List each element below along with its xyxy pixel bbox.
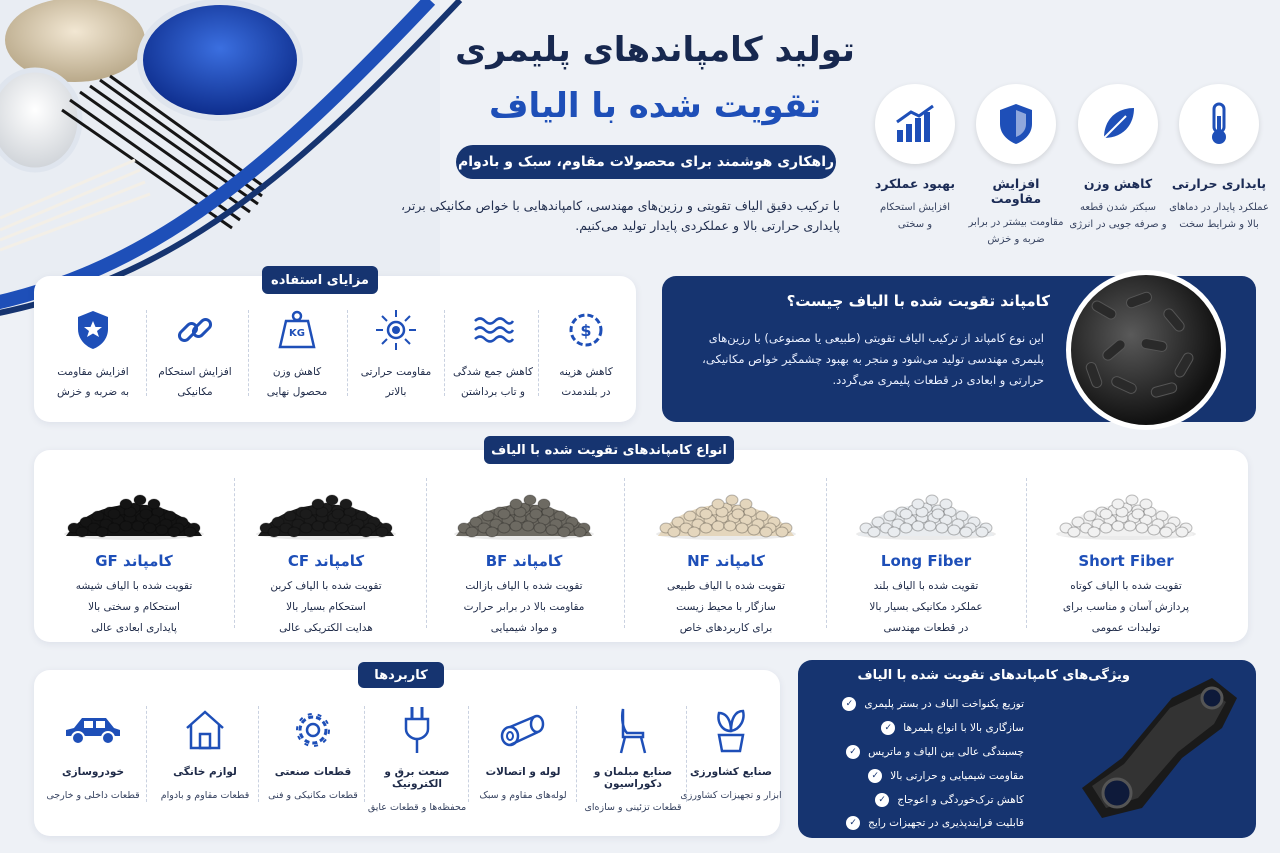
divider bbox=[248, 310, 249, 396]
type-name: کامپاند BF bbox=[485, 552, 563, 570]
pipes-icon bbox=[468, 702, 578, 758]
type-desc bbox=[628, 576, 824, 639]
type-item bbox=[36, 474, 232, 639]
benefit-item bbox=[146, 308, 244, 402]
benefit-line: کاهش هزینه bbox=[559, 366, 613, 378]
pellet-heap-image bbox=[828, 474, 1024, 540]
intro-line: با ترکیب دقیق الیاف تقویتی و رزین‌های مهندسی، کامپاندهایی با خواص مکانیکی برتر، bbox=[400, 198, 840, 213]
feature-resistance bbox=[966, 84, 1066, 248]
application-desc: محفظه‌ها و قطعات عایق bbox=[367, 802, 467, 813]
type-desc-line: پردازش آسان و مناسب برای bbox=[1062, 601, 1190, 613]
gear-icon bbox=[258, 702, 368, 758]
type-desc-line: مقاومت بالا در برابر حرارت bbox=[463, 601, 585, 613]
type-name: Short Fiber bbox=[1078, 552, 1174, 570]
divider bbox=[146, 310, 147, 396]
feature-desc bbox=[865, 199, 965, 233]
plug-icon bbox=[362, 702, 472, 758]
intro-text bbox=[380, 196, 840, 236]
type-desc-line: سازگار با محیط زیست bbox=[676, 601, 776, 613]
type-desc bbox=[828, 576, 1024, 639]
chair-icon bbox=[578, 702, 688, 758]
check-icon: ✓ bbox=[868, 769, 882, 783]
black-part-image bbox=[1062, 668, 1252, 834]
car-icon bbox=[38, 702, 148, 758]
application-item bbox=[676, 702, 786, 801]
divider bbox=[624, 478, 625, 628]
decorative-swoosh bbox=[0, 0, 480, 320]
type-desc bbox=[426, 576, 622, 639]
check-icon: ✓ bbox=[846, 816, 860, 830]
divider bbox=[1026, 478, 1027, 628]
application-desc: قطعات تزئینی و سازه‌ای bbox=[584, 802, 682, 813]
divider bbox=[426, 478, 427, 628]
application-item bbox=[362, 702, 472, 813]
check-icon: ✓ bbox=[875, 793, 889, 807]
benefit-line: کاهش جمع شدگی bbox=[452, 366, 533, 378]
type-desc-line: در قطعات مهندسی bbox=[883, 622, 969, 634]
feature-title: افزایش مقاومت bbox=[990, 176, 1042, 206]
intro-line: پایداری حرارتی بالا و عملکردی پایدار تولید می‌کنیم. bbox=[575, 218, 840, 233]
pellet-heap-image bbox=[1028, 474, 1224, 540]
feature-list-text: کاهش ترک‌خوردگی و اعوجاج bbox=[897, 794, 1024, 806]
type-desc-line: تولیدات عمومی bbox=[1091, 622, 1161, 634]
benefit-item bbox=[537, 308, 635, 402]
feature-list-item bbox=[868, 769, 1024, 783]
type-desc-line: تقویت شده با الیاف شیشه bbox=[75, 580, 193, 592]
application-desc: قطعات داخلی و خارجی bbox=[46, 790, 140, 801]
feature-list-text: توزیع یکنواخت الیاف در بستر پلیمری bbox=[864, 698, 1024, 710]
type-desc-line: و مواد شیمیایی bbox=[490, 622, 558, 634]
feature-title: بهبود عملکرد bbox=[874, 176, 956, 191]
feature-desc-line: و سختی bbox=[897, 219, 933, 230]
check-icon: ✓ bbox=[846, 745, 860, 759]
type-desc-line: تقویت شده با الیاف بلند bbox=[873, 580, 979, 592]
feature-desc-line: عملکرد پایدار در دماهای bbox=[1169, 202, 1269, 213]
benefit-item bbox=[347, 308, 445, 402]
type-name: کامپاند CF bbox=[287, 552, 365, 570]
type-desc-line: تقویت شده با الیاف کوتاه bbox=[1070, 580, 1182, 592]
feature-desc-line: و صرفه جویی در انرژی bbox=[1069, 219, 1167, 230]
shield-icon bbox=[976, 84, 1056, 164]
pellet-heap-image bbox=[228, 474, 424, 540]
type-desc-line: عملکرد مکانیکی بسیار بالا bbox=[869, 601, 983, 613]
weight-label: KG bbox=[289, 328, 305, 339]
svg-text:$: $ bbox=[580, 321, 592, 340]
dollar-gear-icon bbox=[537, 308, 635, 352]
divider bbox=[234, 478, 235, 628]
feature-desc-line: مقاومت بیشتر در برابر bbox=[968, 217, 1064, 228]
house-icon bbox=[150, 702, 260, 758]
benefit-line: محصول نهایی bbox=[266, 386, 328, 398]
feature-thermal bbox=[1169, 84, 1269, 233]
application-desc: ابزار و تجهیزات کشاورزی bbox=[680, 790, 782, 801]
benefits-title: مزایای استفاده bbox=[262, 266, 378, 294]
feature-title: کاهش وزن bbox=[1083, 176, 1153, 191]
feature-desc-line: ضربه و خزش bbox=[987, 234, 1045, 245]
type-desc-line: تقویت شده با الیاف طبیعی bbox=[666, 580, 786, 592]
application-item bbox=[578, 702, 688, 813]
benefit-text bbox=[146, 362, 244, 402]
applications-title: کاربردها bbox=[358, 662, 444, 688]
benefit-item bbox=[44, 308, 142, 402]
application-item bbox=[468, 702, 578, 801]
feature-desc-line: سبکتر شدن قطعه bbox=[1080, 202, 1156, 213]
type-desc bbox=[1028, 576, 1224, 639]
thermometer-icon bbox=[1179, 84, 1259, 164]
check-icon: ✓ bbox=[881, 721, 895, 735]
application-item bbox=[258, 702, 368, 801]
pellet-heap-image bbox=[628, 474, 824, 540]
black-pellets-image bbox=[1066, 270, 1226, 430]
benefit-line: بالاتر bbox=[385, 386, 407, 398]
feature-desc bbox=[1068, 199, 1168, 233]
what-is-line: پلیمری مهندسی تولید می‌شود و منجر به بهبود چشمگیر خواص مکانیکی، bbox=[702, 352, 1044, 366]
what-is-line: این نوع کامپاند از ترکیب الیاف تقویتی (طبیعی یا مصنوعی) با رزین‌های bbox=[708, 331, 1044, 345]
benefit-text bbox=[444, 362, 542, 402]
type-item bbox=[628, 474, 824, 639]
feature-desc bbox=[966, 214, 1066, 248]
plant-icon bbox=[676, 702, 786, 758]
divider bbox=[347, 310, 348, 396]
what-is-text bbox=[664, 328, 1044, 391]
application-item bbox=[150, 702, 260, 801]
application-desc: قطعات مکانیکی و فنی bbox=[268, 790, 358, 801]
feature-desc-line: افزایش استحکام bbox=[880, 202, 950, 213]
application-title: قطعات صنعتی bbox=[274, 766, 352, 778]
types-title: انواع کامپاندهای تقویت شده با الیاف bbox=[484, 436, 734, 464]
feature-list-text: مقاومت شیمیایی و حرارتی بالا bbox=[890, 770, 1024, 782]
type-desc-line: برای کاربردهای خاص bbox=[679, 622, 773, 634]
divider bbox=[826, 478, 827, 628]
pellet-heap-image bbox=[426, 474, 622, 540]
application-desc: لوله‌های مقاوم و سبک bbox=[479, 790, 567, 801]
weight-icon bbox=[248, 308, 346, 352]
benefit-line: کاهش وزن bbox=[272, 366, 322, 378]
application-title: صنایع کشاورزی bbox=[689, 766, 773, 778]
leaf-icon bbox=[1078, 84, 1158, 164]
type-desc-line: تقویت شده با الیاف کربن bbox=[270, 580, 382, 592]
type-desc-line: تقویت شده با الیاف بازالت bbox=[465, 580, 583, 592]
feature-list-text: چسبندگی عالی بین الیاف و ماتریس bbox=[868, 746, 1024, 758]
tagline-pill: راهکاری هوشمند برای محصولات مقاوم، سبک و بادوام bbox=[456, 145, 836, 179]
feature-list-item bbox=[846, 816, 1024, 830]
type-desc bbox=[36, 576, 232, 639]
type-name: کامپاند NF bbox=[687, 552, 765, 570]
benefit-line: در بلندمدت bbox=[561, 386, 611, 398]
benefit-item bbox=[444, 308, 542, 402]
features-title: ویژگی‌های کامپاندهای تقویت شده با الیاف bbox=[857, 668, 1130, 683]
feature-desc bbox=[1169, 199, 1269, 233]
benefit-line: و تاب برداشتن bbox=[460, 386, 526, 398]
type-item bbox=[426, 474, 622, 639]
pellet-heap-image bbox=[36, 474, 232, 540]
waves-icon bbox=[444, 308, 542, 352]
benefit-line: افزایش مقاومت bbox=[57, 366, 129, 378]
application-title: صنعت برق و الکترونیک bbox=[384, 766, 450, 790]
chart-icon bbox=[875, 84, 955, 164]
type-desc-line: هدایت الکتریکی عالی bbox=[279, 622, 373, 634]
what-is-line: حرارتی و ابعادی در قطعات پلیمری می‌گردد. bbox=[832, 373, 1044, 387]
feature-list-text: قابلیت فرایندپذیری در تجهیزات رایج bbox=[868, 817, 1024, 829]
link-icon bbox=[146, 308, 244, 352]
type-item bbox=[228, 474, 424, 639]
application-desc: قطعات مقاوم و بادوام bbox=[160, 790, 250, 801]
benefit-line: افزایش استحکام bbox=[158, 366, 232, 378]
benefit-line: به ضربه و خزش bbox=[57, 386, 129, 398]
type-desc-line: پایداری ابعادی عالی bbox=[91, 622, 177, 634]
feature-list-item bbox=[846, 745, 1024, 759]
sun-icon bbox=[347, 308, 445, 352]
benefit-text bbox=[347, 362, 445, 402]
type-item bbox=[828, 474, 1024, 639]
type-name: Long Fiber bbox=[880, 552, 972, 570]
feature-weight bbox=[1068, 84, 1168, 233]
type-desc-line: استحکام و سختی بالا bbox=[88, 601, 180, 613]
feature-performance bbox=[865, 84, 965, 233]
check-icon: ✓ bbox=[842, 697, 856, 711]
feature-list-item bbox=[881, 721, 1024, 735]
type-desc-line: استحکام بسیار بالا bbox=[286, 601, 366, 613]
type-desc bbox=[228, 576, 424, 639]
application-title: لوازم خانگی bbox=[173, 766, 237, 778]
benefit-item bbox=[248, 308, 346, 402]
feature-list-item bbox=[875, 793, 1024, 807]
what-is-title: کامپاند تقویت شده با الیاف چیست؟ bbox=[786, 292, 1050, 310]
benefit-text bbox=[44, 362, 142, 402]
type-item bbox=[1028, 474, 1224, 639]
feature-list-text: سازگاری بالا با انواع پلیمرها bbox=[903, 722, 1024, 734]
application-item bbox=[38, 702, 148, 801]
page-title: تولید کامپاندهای پلیمری bbox=[455, 30, 855, 70]
benefit-text bbox=[537, 362, 635, 402]
application-title: خودروسازی bbox=[61, 766, 125, 778]
feature-list-item bbox=[842, 697, 1024, 711]
benefit-text bbox=[248, 362, 346, 402]
benefit-line: مقاومت حرارتی bbox=[360, 366, 432, 378]
benefit-line: مکانیکی bbox=[177, 386, 213, 398]
application-title: صنایع مبلمان و دکوراسیون bbox=[593, 766, 673, 790]
application-title: لوله و اتصالات bbox=[485, 766, 561, 778]
shield-star-icon bbox=[44, 308, 142, 352]
page-subtitle: تقویت شده با الیاف bbox=[488, 86, 822, 126]
feature-desc-line: بالا و شرایط سخت bbox=[1179, 219, 1259, 230]
type-name: کامپاند GF bbox=[95, 552, 173, 570]
feature-title: پایداری حرارتی bbox=[1171, 176, 1267, 191]
